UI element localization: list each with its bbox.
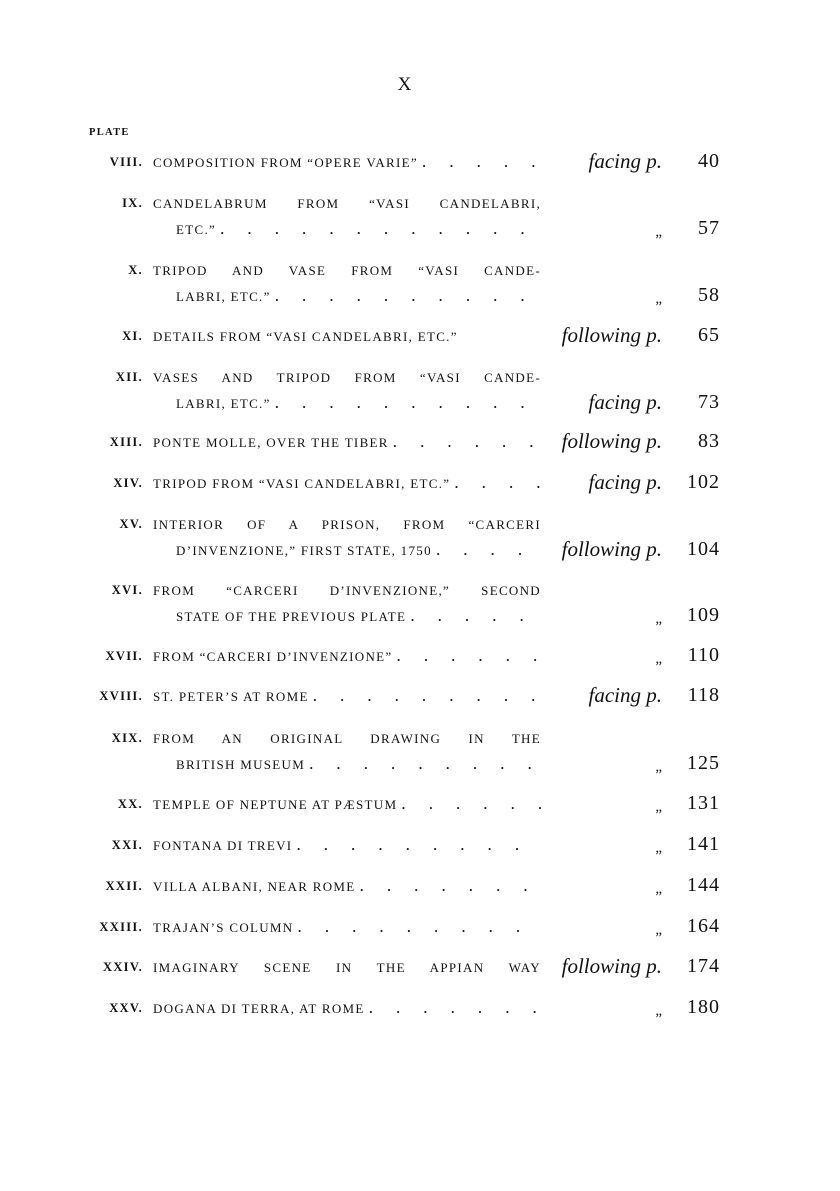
ditto-mark: „ [655, 759, 662, 775]
plate-entry [0, 996, 840, 1061]
page-ref: 57 [698, 217, 720, 239]
plate-number: IX. [122, 196, 143, 210]
plate-number: XXIII. [99, 920, 143, 934]
ditto-mark: „ [655, 840, 662, 856]
plate-title: ST. PETER’S AT ROME . [153, 689, 541, 705]
plate-title-continued: ETC.” . [176, 222, 541, 238]
plate-title: TRAJAN’S COLUMN . [153, 920, 541, 936]
plate-entry [0, 370, 840, 430]
page-ref: 141 [687, 833, 720, 855]
plate-title: VILLA ALBANI, NEAR ROME . [153, 879, 541, 895]
ditto-mark: „ [655, 799, 662, 815]
plate-number: XIX. [111, 731, 143, 745]
plate-number: XXI. [111, 838, 143, 852]
page-ref: 58 [698, 284, 720, 306]
page-ref: 109 [687, 604, 720, 626]
plate-number: XVI. [111, 583, 143, 597]
plate-number: XVIII. [99, 689, 143, 703]
ditto-mark: „ [655, 651, 662, 667]
plate-number: XVII. [105, 649, 143, 663]
plate-entry [0, 583, 840, 643]
ditto-mark: „ [655, 881, 662, 897]
page-ref: 144 [687, 874, 720, 896]
facing-label: following p. [561, 429, 662, 453]
plate-number: XI. [122, 329, 143, 343]
page-ref: 83 [698, 430, 720, 452]
plate-entry [0, 517, 840, 577]
page-ref: 102 [687, 471, 720, 493]
plate-title: FONTANA DI TREVI . [153, 838, 541, 854]
plate-number: VIII. [109, 155, 143, 169]
plate-entry [0, 263, 840, 323]
plate-number: XII. [115, 370, 143, 384]
ditto-mark: „ [655, 611, 662, 627]
page-ref: 164 [687, 915, 720, 937]
plate-title: VASES AND TRIPOD FROM “VASI CANDE- [153, 370, 541, 385]
plate-title: COMPOSITION FROM “OPERE VARIE” . [153, 155, 541, 171]
page-ref: 180 [687, 996, 720, 1018]
plate-number: XV. [119, 517, 143, 531]
page-ref: 65 [698, 324, 720, 346]
facing-label: facing p. [588, 470, 662, 494]
page-ref: 73 [698, 391, 720, 413]
plate-title-continued: D’INVENZIONE,” FIRST STATE, 1750 . [176, 543, 541, 559]
plate-title: FROM “CARCERI D’INVENZIONE” . [153, 649, 541, 665]
facing-label: facing p. [588, 390, 662, 414]
page-ref: 110 [687, 644, 720, 666]
plate-title: TEMPLE OF NEPTUNE AT PÆSTUM . [153, 797, 541, 813]
plate-number: XXII. [105, 879, 143, 893]
ditto-mark: „ [655, 1003, 662, 1019]
page-ref: 174 [687, 955, 720, 977]
plate-entry [0, 731, 840, 791]
plate-number: XXIV. [103, 960, 143, 974]
facing-label: facing p. [588, 683, 662, 707]
plate-title-continued: STATE OF THE PREVIOUS PLATE . [176, 609, 541, 625]
plate-title-continued: LABRI, ETC.” . [176, 396, 541, 412]
facing-label: following p. [561, 323, 662, 347]
facing-label: facing p. [588, 149, 662, 173]
plate-heading: PLATE [89, 127, 130, 138]
facing-label: following p. [561, 537, 662, 561]
plate-number: XXV. [109, 1001, 143, 1015]
plate-number: XX. [117, 797, 143, 811]
plate-title: TRIPOD FROM “VASI CANDELABRI, ETC.” . [153, 476, 541, 492]
plate-title: IMAGINARY SCENE IN THE APPIAN WAY [153, 960, 541, 975]
plate-title: PONTE MOLLE, OVER THE TIBER . [153, 435, 541, 451]
plate-title: DETAILS FROM “VASI CANDELABRI, ETC.” [153, 329, 458, 344]
plate-number: X. [128, 263, 143, 277]
plate-entry [0, 196, 840, 256]
page-ref: 40 [698, 150, 720, 172]
ditto-mark: „ [655, 922, 662, 938]
plate-title: FROM AN ORIGINAL DRAWING IN THE [153, 731, 541, 746]
page-ref: 125 [687, 752, 720, 774]
plate-title: DOGANA DI TERRA, AT ROME . [153, 1001, 541, 1017]
plate-title-continued: LABRI, ETC.” . [176, 289, 541, 305]
plate-title-continued: BRITISH MUSEUM . [176, 757, 541, 773]
plate-title: INTERIOR OF A PRISON, FROM “CARCERI [153, 517, 541, 532]
plate-title: CANDELABRUM FROM “VASI CANDELABRI, [153, 196, 541, 211]
facing-label: following p. [561, 954, 662, 978]
plate-title: FROM “CARCERI D’INVENZIONE,” SECOND [153, 583, 541, 598]
ditto-mark: „ [655, 224, 662, 240]
page-ref: 118 [687, 684, 720, 706]
plate-number: XIV. [113, 476, 143, 490]
ditto-mark: „ [655, 291, 662, 307]
page-ref: 104 [687, 538, 720, 560]
page-number: X [397, 74, 413, 95]
plate-title: TRIPOD AND VASE FROM “VASI CANDE- [153, 263, 541, 278]
plate-number: XIII. [109, 435, 143, 449]
page-ref: 131 [687, 792, 720, 814]
